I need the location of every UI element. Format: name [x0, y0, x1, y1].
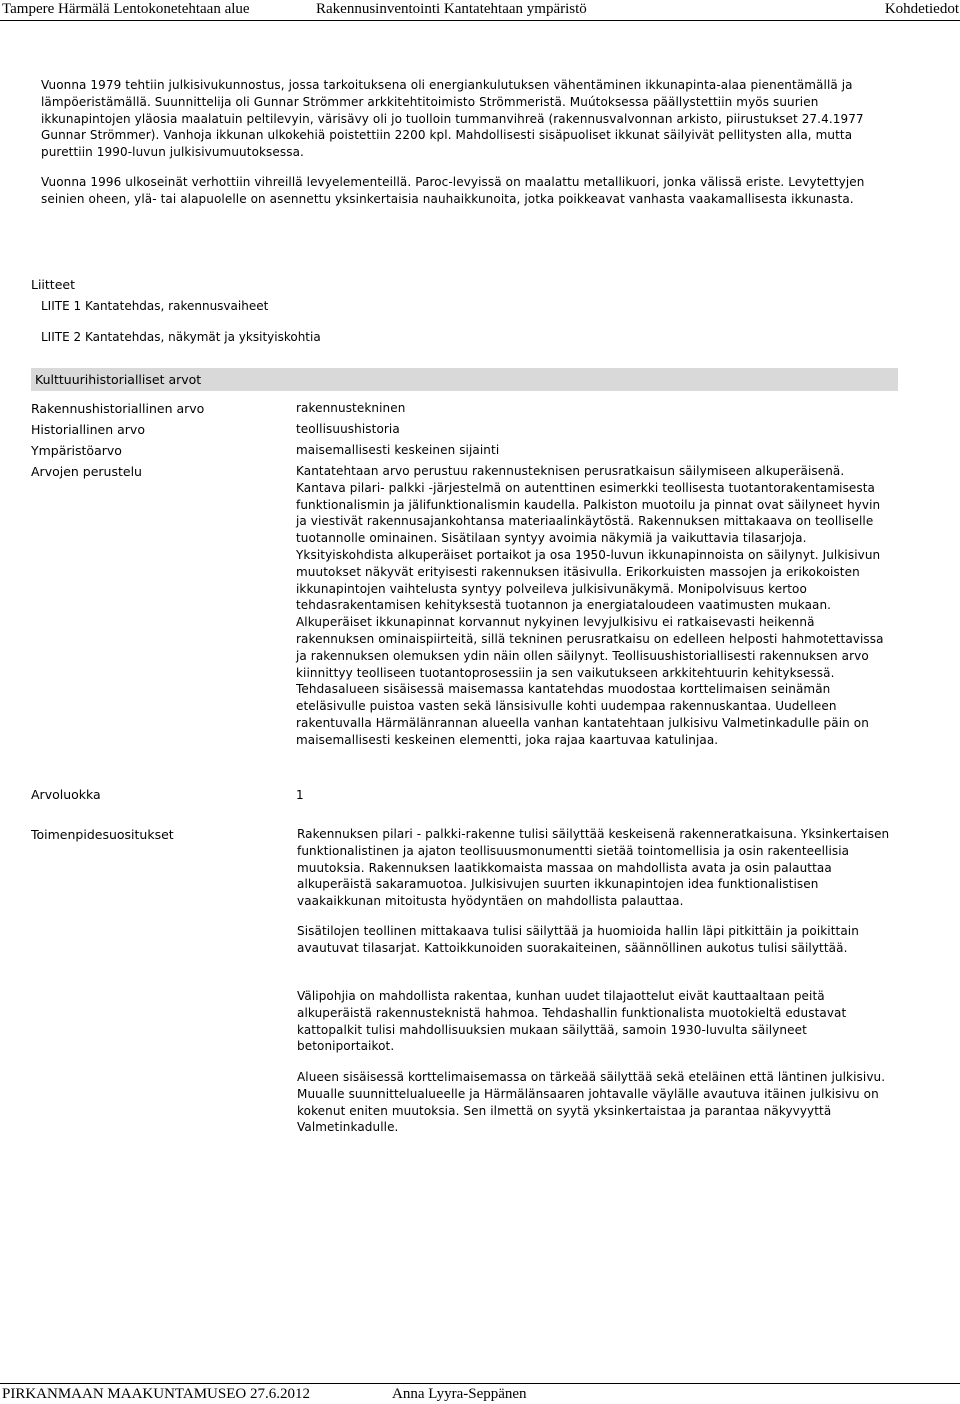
label-historical-value: Historiallinen arvo	[31, 422, 145, 437]
intro-paragraph-2: Vuonna 1996 ulkoseinät verhottiin vihreillä levyelementeillä. Paroc-levyissä on maalattu metallikuori, jonka välissä eriste. Levytettyjen seinien oheen, ylä- tai alapuolelle on asennettu yksinkertaisia nauhaikkunoita, jotka poikkeavat vanhasta vaakamallisesta ikkunasta.	[41, 175, 865, 206]
intro-paragraph-1: Vuonna 1979 tehtiin julkisivukunnostus, jossa tarkoituksena oli energiankulutuksen vähentäminen ikkunapinta-alaa pienentämällä ja lämpöeristämällä. Suunnittelija oli Gunnar Strömmer arkkitehtitoimisto Strömmeristä. Muútoksessa päällystettiin myös suurien ikkunapintojen yläosia maalatuin peltilevyin, värisävy oli jo tuolloin tummanvihreä (rakennusvalvonnan arkisto, piirustukset 27.4.1977 Gunnar Strömmer). Vanhoja ikkunan ulkokehiä poistettiin 2200 kpl. Mahdollisesti sisäpuoliset ikkunat säilyivät pellitysten alla, mutta purettiin 1990-luvun julkisivumuutoksessa.	[41, 78, 864, 160]
header-inventory: Rakennusinventointi Kantatehtaan ympäristö	[316, 1, 587, 17]
section-title: Kulttuurihistorialliset arvot	[35, 372, 202, 387]
section-header-cultural-values	[31, 368, 898, 391]
label-environmental-value: Ympäristöarvo	[31, 443, 122, 458]
footer-author: Anna Lyyra-Seppänen	[392, 1386, 527, 1402]
value-environmental: maisemallisesti keskeinen sijainti	[296, 443, 500, 457]
label-value-class: Arvoluokka	[31, 787, 101, 802]
page-header	[0, 0, 960, 21]
recommendation-paragraph-3: Välipohjia on mahdollista rakentaa, kunhan uudet tilajaottelut eivät kauttaaltaan peitä alkuperäistä rakennusteknistä hahmoa. Tehdashallin funktionalista muotokieltä edustavat kattopalkit tulisi mahdollisuuksien mukaan säilyttää, samoin 1930-luvulta säilyneet betoniportaikot.	[297, 989, 847, 1054]
recommendation-paragraph-2: Sisätilojen teollinen mittakaava tulisi säilyttää ja huomioida hallin läpi pitkittäin ja poikittain avautuvat tilasarjat. Kattoikkunoiden suorakaiteinen, säännöllinen aukotus tulisi säilyttää.	[297, 924, 859, 955]
header-section: Kohdetiedot	[884, 1, 959, 17]
label-justification: Arvojen perustelu	[31, 464, 142, 479]
page-footer	[0, 1383, 960, 1404]
recommendation-paragraph-1: Rakennuksen pilari - palkki-rakenne tulisi säilyttää keskeisenä rakenneratkaisuna. Yksinkertaisen funktionalistinen ja ajaton teollisuusmonumentti sietää tointomellisia ja osin rakenteellisia muutoksia. Rakennuksen laatikkomaista massaa on mahdollista avata ja osin palauttaa alkuperäistä sakaramuotoa. Julkisivujen suurten ikkunapintojen idea funktionalistisen vaakaikkunan mitoitusta hyödyntäen on mahdollista palauttaa.	[297, 827, 890, 909]
justification-text: Kantatehtaan arvo perustuu rakennusteknisen perusratkaisun säilymiseen alkuperäisenä. Kantava pilari- palkki -järjestelmä on autenttinen esimerkki teollisesta tuotantorakentamisesta funktionalismin ja jälifunktionalismin kaudella. Palkiston muotoilu ja pinnat ovat säilyneet hyvin ja viestivät rakennusajankohtansa materiaalinkäytöstä. Rakennuksen mittakaava on teolliselle tuotannolle ominainen. Sisätilaan syntyy avoimia näkymiä ja vaikuttavia tilasarjoja. Yksityiskohdista alkuperäiset portaikot ja osa 1950-luvun ikkunapinnoista on säilynyt. Julkisivun muutokset näkyvät erityisesti rakennuksen itäsivulla. Erikorkuisten massojen ja erikokoisten ikkunapintojen vaihtelusta syntyy polveileva julkisivunäkymä. Monipolvisuus kertoo tehdasrakentamisen kehityksestä tuotannon ja energiataloudeen vaatimusten mukaan. Alkuperäiset ikkunapinnat korvannut nykyinen levyjulkisivu ei ratkaisevasti heikennä rakennuksen ominaispiirteitä, sillä tekninen perusratkaisu on edelleen helposti hahmotettavissa ja rakennuksen olemuksen ydin näin ollen säilynyt. Teollisuushistoriallisesti rakennuksen arvo kiinnittyy teolliseen tuotantoprosessiin ja sen vaikutukseen arkkitehtuurin kehityksessä. Tehdasalueen sisäisessä maisemassa kantatehdas muodostaa korttelimaisen seinämän eteläsivulle puistoa vasten sekä länsisivulle kohti uudempaa rakennuskantaa. Uudelleen rakentuvalla Härmälänrannan alueella vanhan kantatehtaan julkisivu Valmetinkadulle päin on maisemallisesti keskeinen elementti, joka rajaa kaartuvaa katulinjaa.	[296, 464, 884, 747]
footer-organization: PIRKANMAAN MAAKUNTAMUSEO 27.6.2012	[2, 1386, 310, 1402]
value-class: 1	[296, 788, 304, 802]
label-building-historical-value: Rakennushistoriallinen arvo	[31, 401, 205, 416]
attachments-title: Liitteet	[31, 277, 75, 292]
value-historical: teollisuushistoria	[296, 422, 400, 436]
header-location: Tampere Härmälä Lentokonetehtaan alue	[2, 1, 250, 17]
value-building-historical: rakennustekninen	[296, 401, 406, 415]
attachment-item-2: LIITE 2 Kantatehdas, näkymät ja yksityiskohtia	[41, 330, 321, 344]
label-recommendations: Toimenpidesuositukset	[31, 827, 174, 842]
attachment-item-1: LIITE 1 Kantatehdas, rakennusvaiheet	[41, 299, 269, 313]
recommendation-paragraph-4: Alueen sisäisessä korttelimaisemassa on tärkeää säilyttää sekä eteläinen että läntinen julkisivu. Muualle suunnittelualueelle ja Härmälänsaaren johtavalle väylälle avautuva itäinen julkisivu on kokenut eniten muutoksia. Sen ilmettä on syytä yksinkertaistaa ja parantaa näkyvyyttä Valmetinkadulle.	[297, 1070, 886, 1135]
